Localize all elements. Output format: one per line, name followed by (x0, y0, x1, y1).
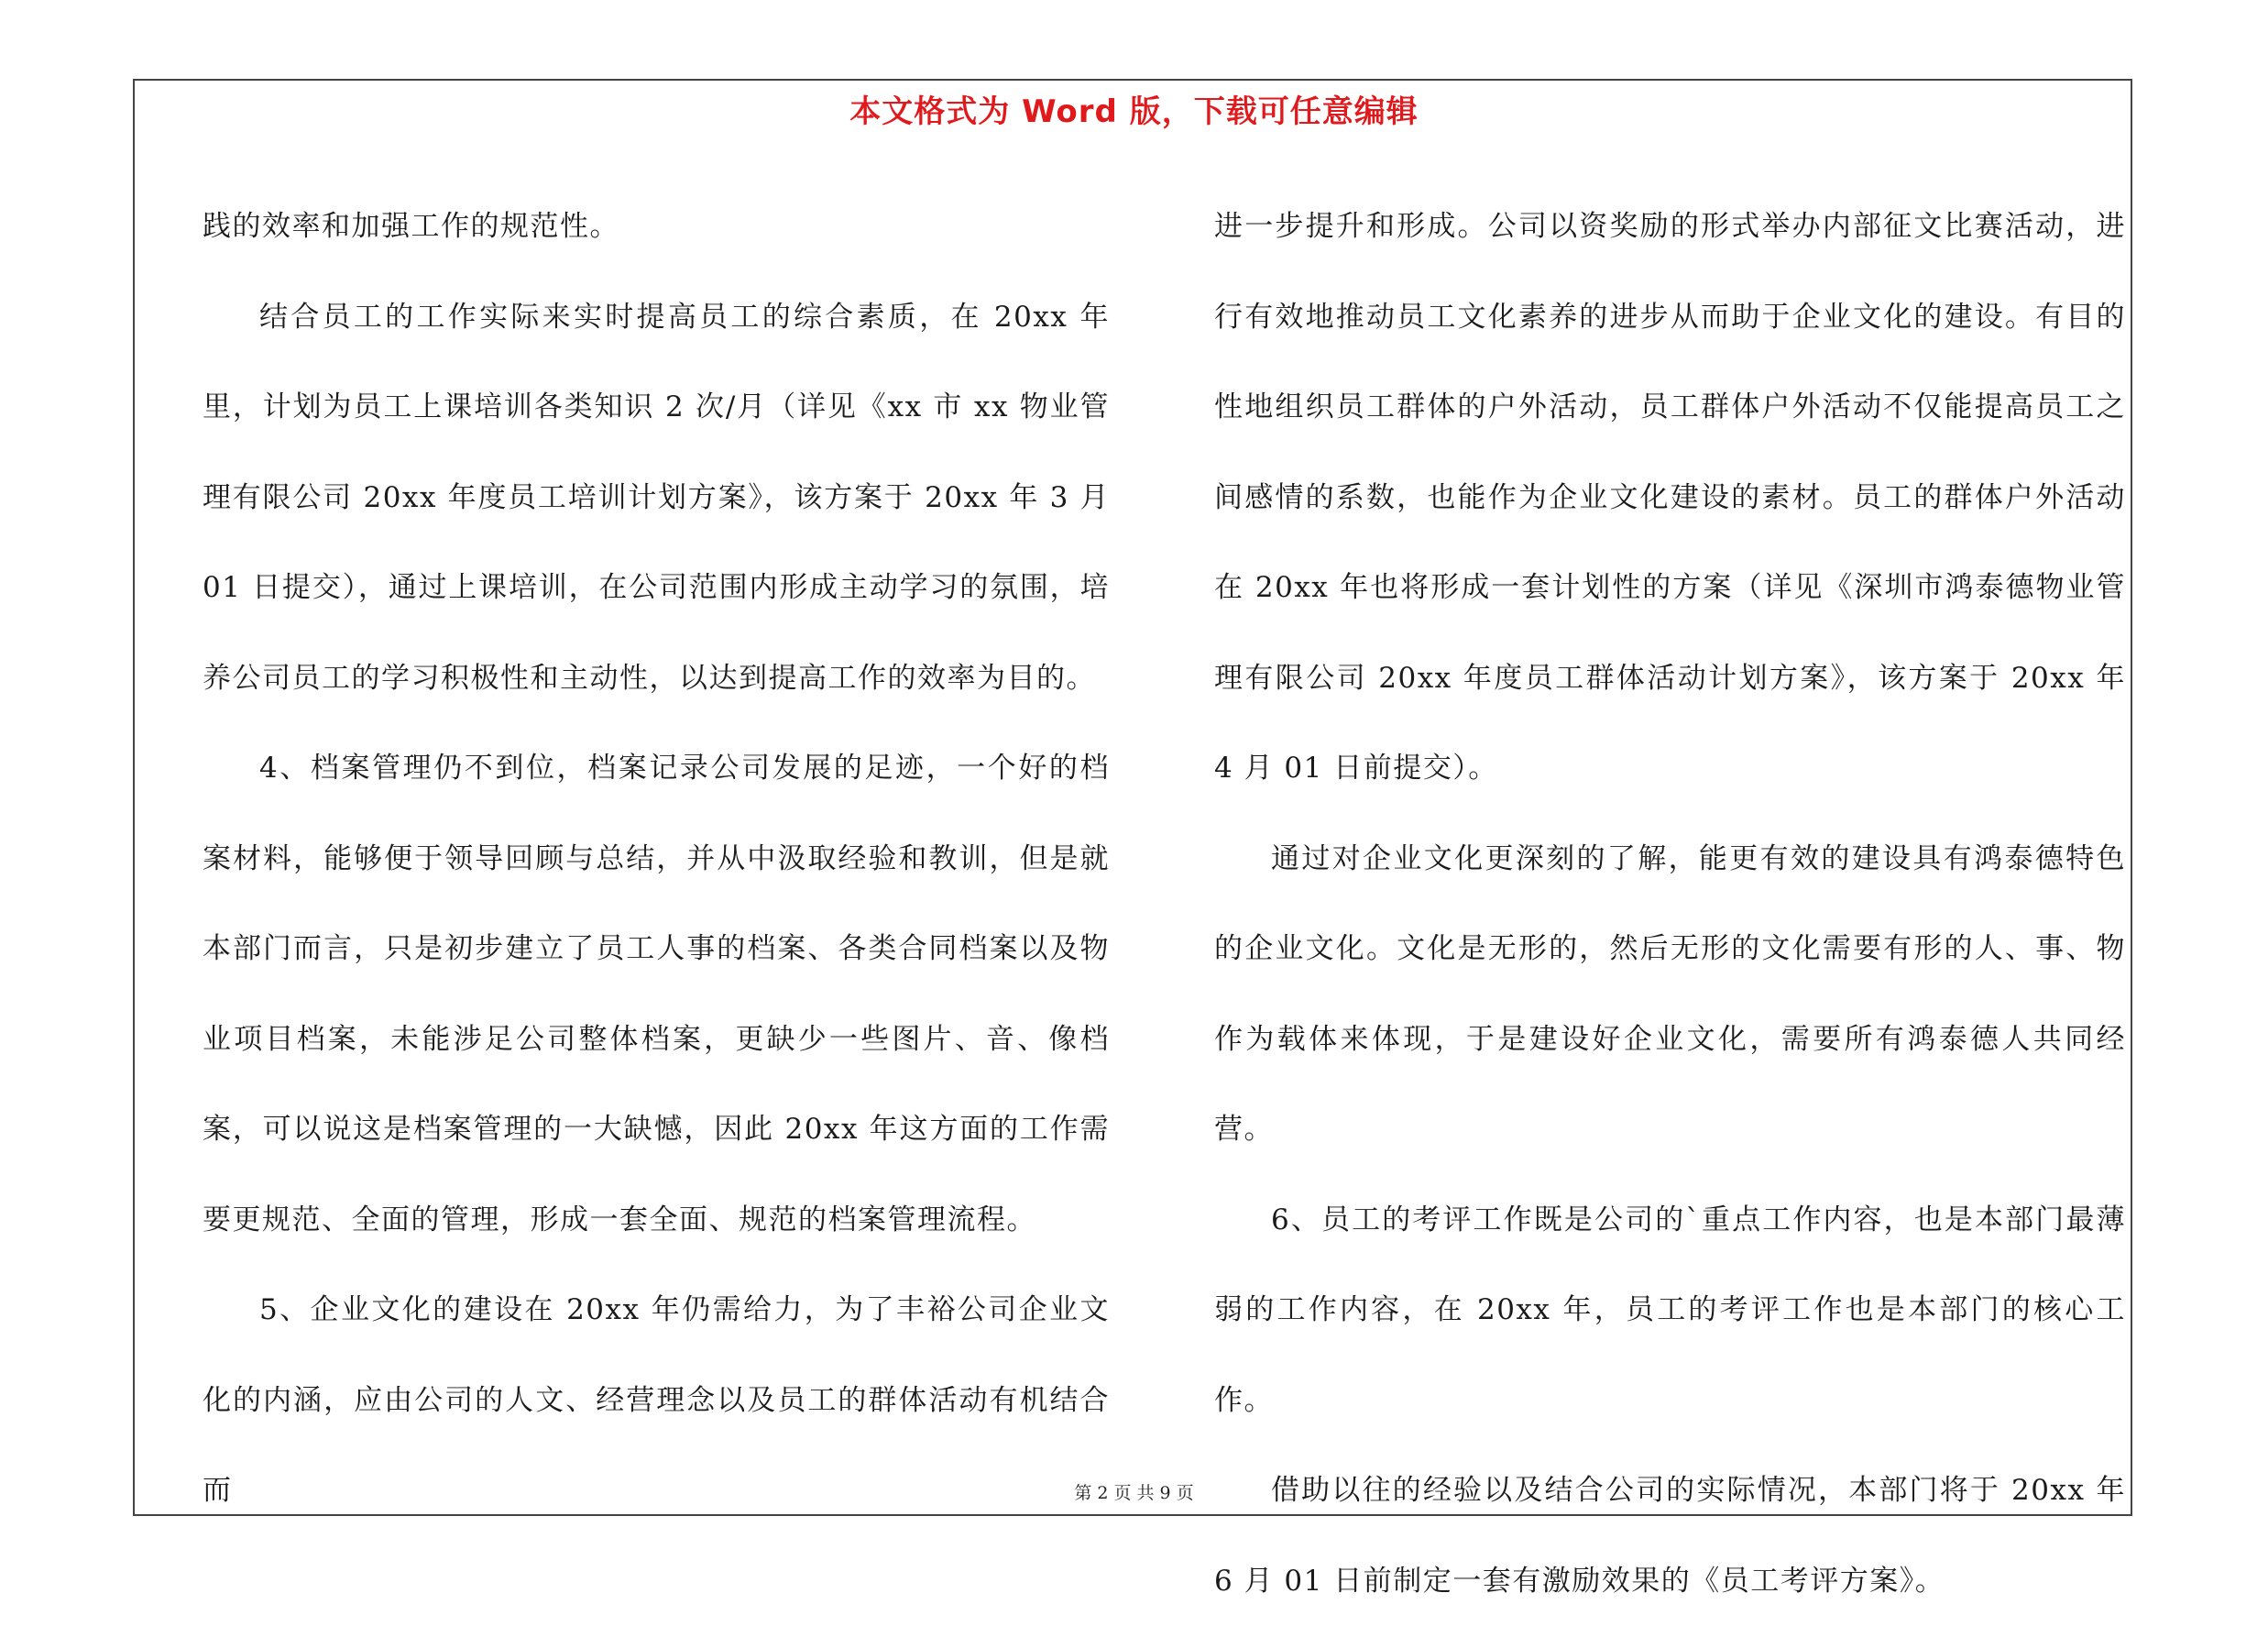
right-paragraph-4: 借助以往的经验以及结合公司的实际情况，本部门将于 20xx 年 6 月 01 日前制定一套有激励效果的《员工考评方案》。 (1214, 1474, 2126, 1598)
page-number-footer: 第 2 页 共 9 页 (1074, 1483, 1194, 1503)
left-paragraph-1: 践的效率和加强工作的规范性。 (203, 210, 619, 243)
right-paragraph-3: 6、员工的考评工作既是公司的`重点工作内容，也是本部门最薄弱的工作内容，在 20xx 年，员工的考评工作也是本部门的核心工作。 (1214, 1203, 2126, 1417)
left-paragraph-3: 4、档案管理仍不到位，档案记录公司发展的足迹，一个好的档案材料，能够便于领导回顾与总结，并从中汲取经验和教训，但是就本部门而言，只是初步建立了员工人事的档案、各类合同档案以及物业项目档案，未能涉足公司整体档案，更缺少一些图片、音、像档案，可以说这是档案管理的一大缺憾，因此 20xx 年这方面的工作需要更规范、全面的管理，形成一套全面、规范的档案管理流程。 (203, 752, 1110, 1236)
right-column (1214, 181, 2126, 1626)
left-paragraph-4: 5、企业文化的建设在 20xx 年仍需给力，为了丰裕公司企业文化的内涵，应由公司的人文、经营理念以及员工的群体活动有机结合而 (203, 1293, 1110, 1507)
format-banner: 本文格式为 Word 版，下载可任意编辑 (849, 93, 1419, 130)
right-paragraph-1: 进一步提升和形成。公司以资奖励的形式举办内部征文比赛活动，进行有效地推动员工文化素养的进步从而助于企业文化的建设。有目的性地组织员工群体的户外活动，员工群体户外活动不仅能提高员工之间感情的系数，也能作为企业文化建设的素材。员工的群体户外活动在 20xx 年也将形成一套计划性的方案（详见《深圳市鸿泰德物业管理有限公司 20xx 年度员工群体活动计划方案》，该方案于 20xx 年 4 月 01 日前提交）。 (1214, 210, 2126, 785)
left-column (203, 181, 1110, 1536)
right-paragraph-2: 通过对企业文化更深刻的了解，能更有效的建设具有鸿泰德特色的企业文化。文化是无形的，然后无形的文化需要有形的人、事、物作为载体来体现，于是建设好企业文化，需要所有鸿泰德人共同经营。 (1214, 841, 2126, 1146)
left-paragraph-2: 结合员工的工作实际来实时提高员工的综合素质，在 20xx 年里，计划为员工上课培训各类知识 2 次/月（详见《xx 市 xx 物业管理有限公司 20xx 年度员工培训计划方案》，该方案于 20xx 年 3 月 01 日提交），通过上课培训，在公司范围内形成主动学习的氛围，培养公司员工的学习积极性和主动性，以达到提高工作的效率为目的。 (203, 300, 1110, 695)
